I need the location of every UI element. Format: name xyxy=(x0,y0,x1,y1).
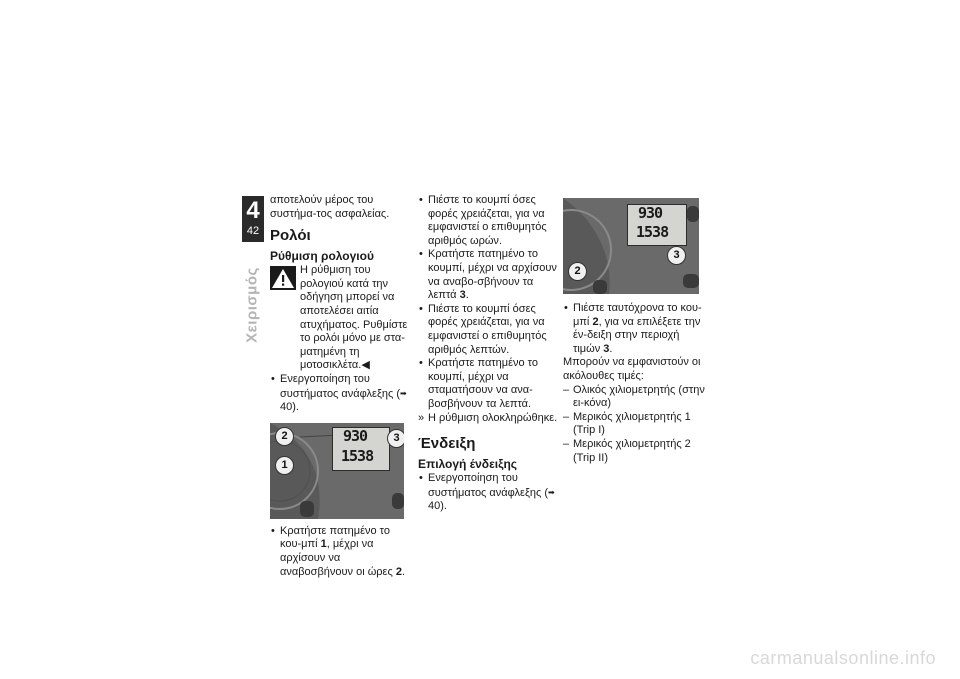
ignition-page-ref: 40). xyxy=(280,401,299,414)
hold-text-c: , μέχρι να αρχίσουν να αναβοσβήνουν οι ώρες xyxy=(280,538,396,578)
hold-ref-1: 1 xyxy=(320,538,327,551)
section-side-label xyxy=(236,255,268,355)
clock-heading: Ρολόι xyxy=(270,227,311,245)
hold-button-bullet xyxy=(270,525,410,579)
chapter-tab xyxy=(242,196,264,242)
step-bullet: • Πιέστε το κουμπί όσες φορές χρειάζεται, για να εμφανιστεί ο επιθυμητός αριθμός λεπτών. xyxy=(418,303,558,357)
step-bullet: • Πιέστε το κουμπί όσες φορές χρειάζεται, για να εμφανιστεί ο επιθυμητός αριθμός ωρών. xyxy=(418,194,558,248)
values-intro: Μπορούν να εμφανιστούν οι ακόλουθες τιμές: xyxy=(563,356,701,382)
column-3 xyxy=(563,198,708,465)
callout-1: 1 xyxy=(275,456,294,475)
lcd-odometer-value: 1538 xyxy=(341,446,374,465)
chapter-number: 4 xyxy=(246,197,260,224)
select-text: Πιέστε ταυτόχρονα το κου-μπί xyxy=(573,302,702,328)
lcd-display xyxy=(332,427,390,471)
column-1 xyxy=(270,194,410,579)
page-ref-arrow-icon: ➡ xyxy=(400,388,407,398)
step-text: . xyxy=(465,289,469,302)
lcd-display xyxy=(627,204,687,246)
callout-2: 2 xyxy=(568,262,587,281)
select-text: . xyxy=(609,342,613,355)
select-ref-3: 3 xyxy=(603,342,610,355)
page-number: 42 xyxy=(246,225,260,237)
step-text: Κρατήστε πατημένο το κουμπί, μέχρι να αρχίσουν να αναβο-σβήνουν τα λεπτά xyxy=(428,248,557,302)
display-select-subheading: Επιλογή ένδειξης xyxy=(418,457,518,472)
lcd-clock-value: 930 xyxy=(343,426,368,445)
select-text: , για να επιλέξετε την έν-δειξη στην περιοχή τιμών xyxy=(573,315,701,355)
step-bullet xyxy=(418,248,558,302)
result-line: » Η ρύθμιση ολοκληρώθηκε. xyxy=(418,412,558,426)
step-ref: 3 xyxy=(459,289,466,302)
warning-text: Η ρύθμιση του ρολογιού κατά την οδήγηση μπορεί να αποτελέσει αιτία ατυχήματος. Ρυθμίστε το ρολόι μόνο με στα-ματημένη τη μοτοσικλέτα.◀ xyxy=(300,264,408,372)
hold-text-d: . xyxy=(401,565,405,578)
value-item: – Μερικός χιλιομετρητής 1 (Trip I) xyxy=(563,411,708,438)
callout-2: 2 xyxy=(275,427,294,446)
ignition-bullet xyxy=(418,472,558,514)
clock-setting-subheading: Ρύθμιση ρολογιού xyxy=(270,249,374,264)
hold-ref-2: 2 xyxy=(395,565,402,578)
value-item: – Μερικός χιλιομετρητής 2 (Trip II) xyxy=(563,438,708,465)
lcd-clock-value: 930 xyxy=(638,204,663,222)
hold-text-a: Κρατήστε πατημένο το κου-μπί xyxy=(280,524,390,551)
column-2 xyxy=(418,194,558,514)
intro-text: αποτελούν μέρος του συστήμα-τος ασφαλείας. xyxy=(270,194,390,220)
callout-3: 3 xyxy=(387,429,404,448)
ignition-bullet xyxy=(270,373,410,415)
page-ref-arrow-icon: ➡ xyxy=(548,487,555,497)
ignition-text: Ενεργοποίηση του συστήματος ανάφλεξης ( xyxy=(428,472,549,499)
clock-display-figure xyxy=(270,423,404,519)
odometer-display-figure xyxy=(563,198,699,294)
step-bullet: • Κρατήστε πατημένο το κουμπί, μέχρι να σταματήσουν να ανα-βοσβήνουν τα λεπτά. xyxy=(418,357,558,411)
select-display-bullet xyxy=(563,302,708,356)
display-heading: Ένδειξη xyxy=(418,435,476,453)
warning-block xyxy=(270,264,410,373)
watermark: carmanualsonline.info xyxy=(750,648,936,668)
callout-3: 3 xyxy=(667,246,686,265)
lcd-odometer-value: 1538 xyxy=(636,223,669,241)
ignition-text: Ενεργοποίηση του συστήματος ανάφλεξης ( xyxy=(280,372,401,400)
select-ref-2: 2 xyxy=(592,315,599,328)
ignition-page-ref: 40). xyxy=(428,500,447,513)
section-label-text: Χειρισμός xyxy=(243,267,261,343)
value-item: – Ολικός χιλιομετρητής (στην ει-κόνα) xyxy=(563,384,708,411)
warning-icon xyxy=(270,266,296,290)
